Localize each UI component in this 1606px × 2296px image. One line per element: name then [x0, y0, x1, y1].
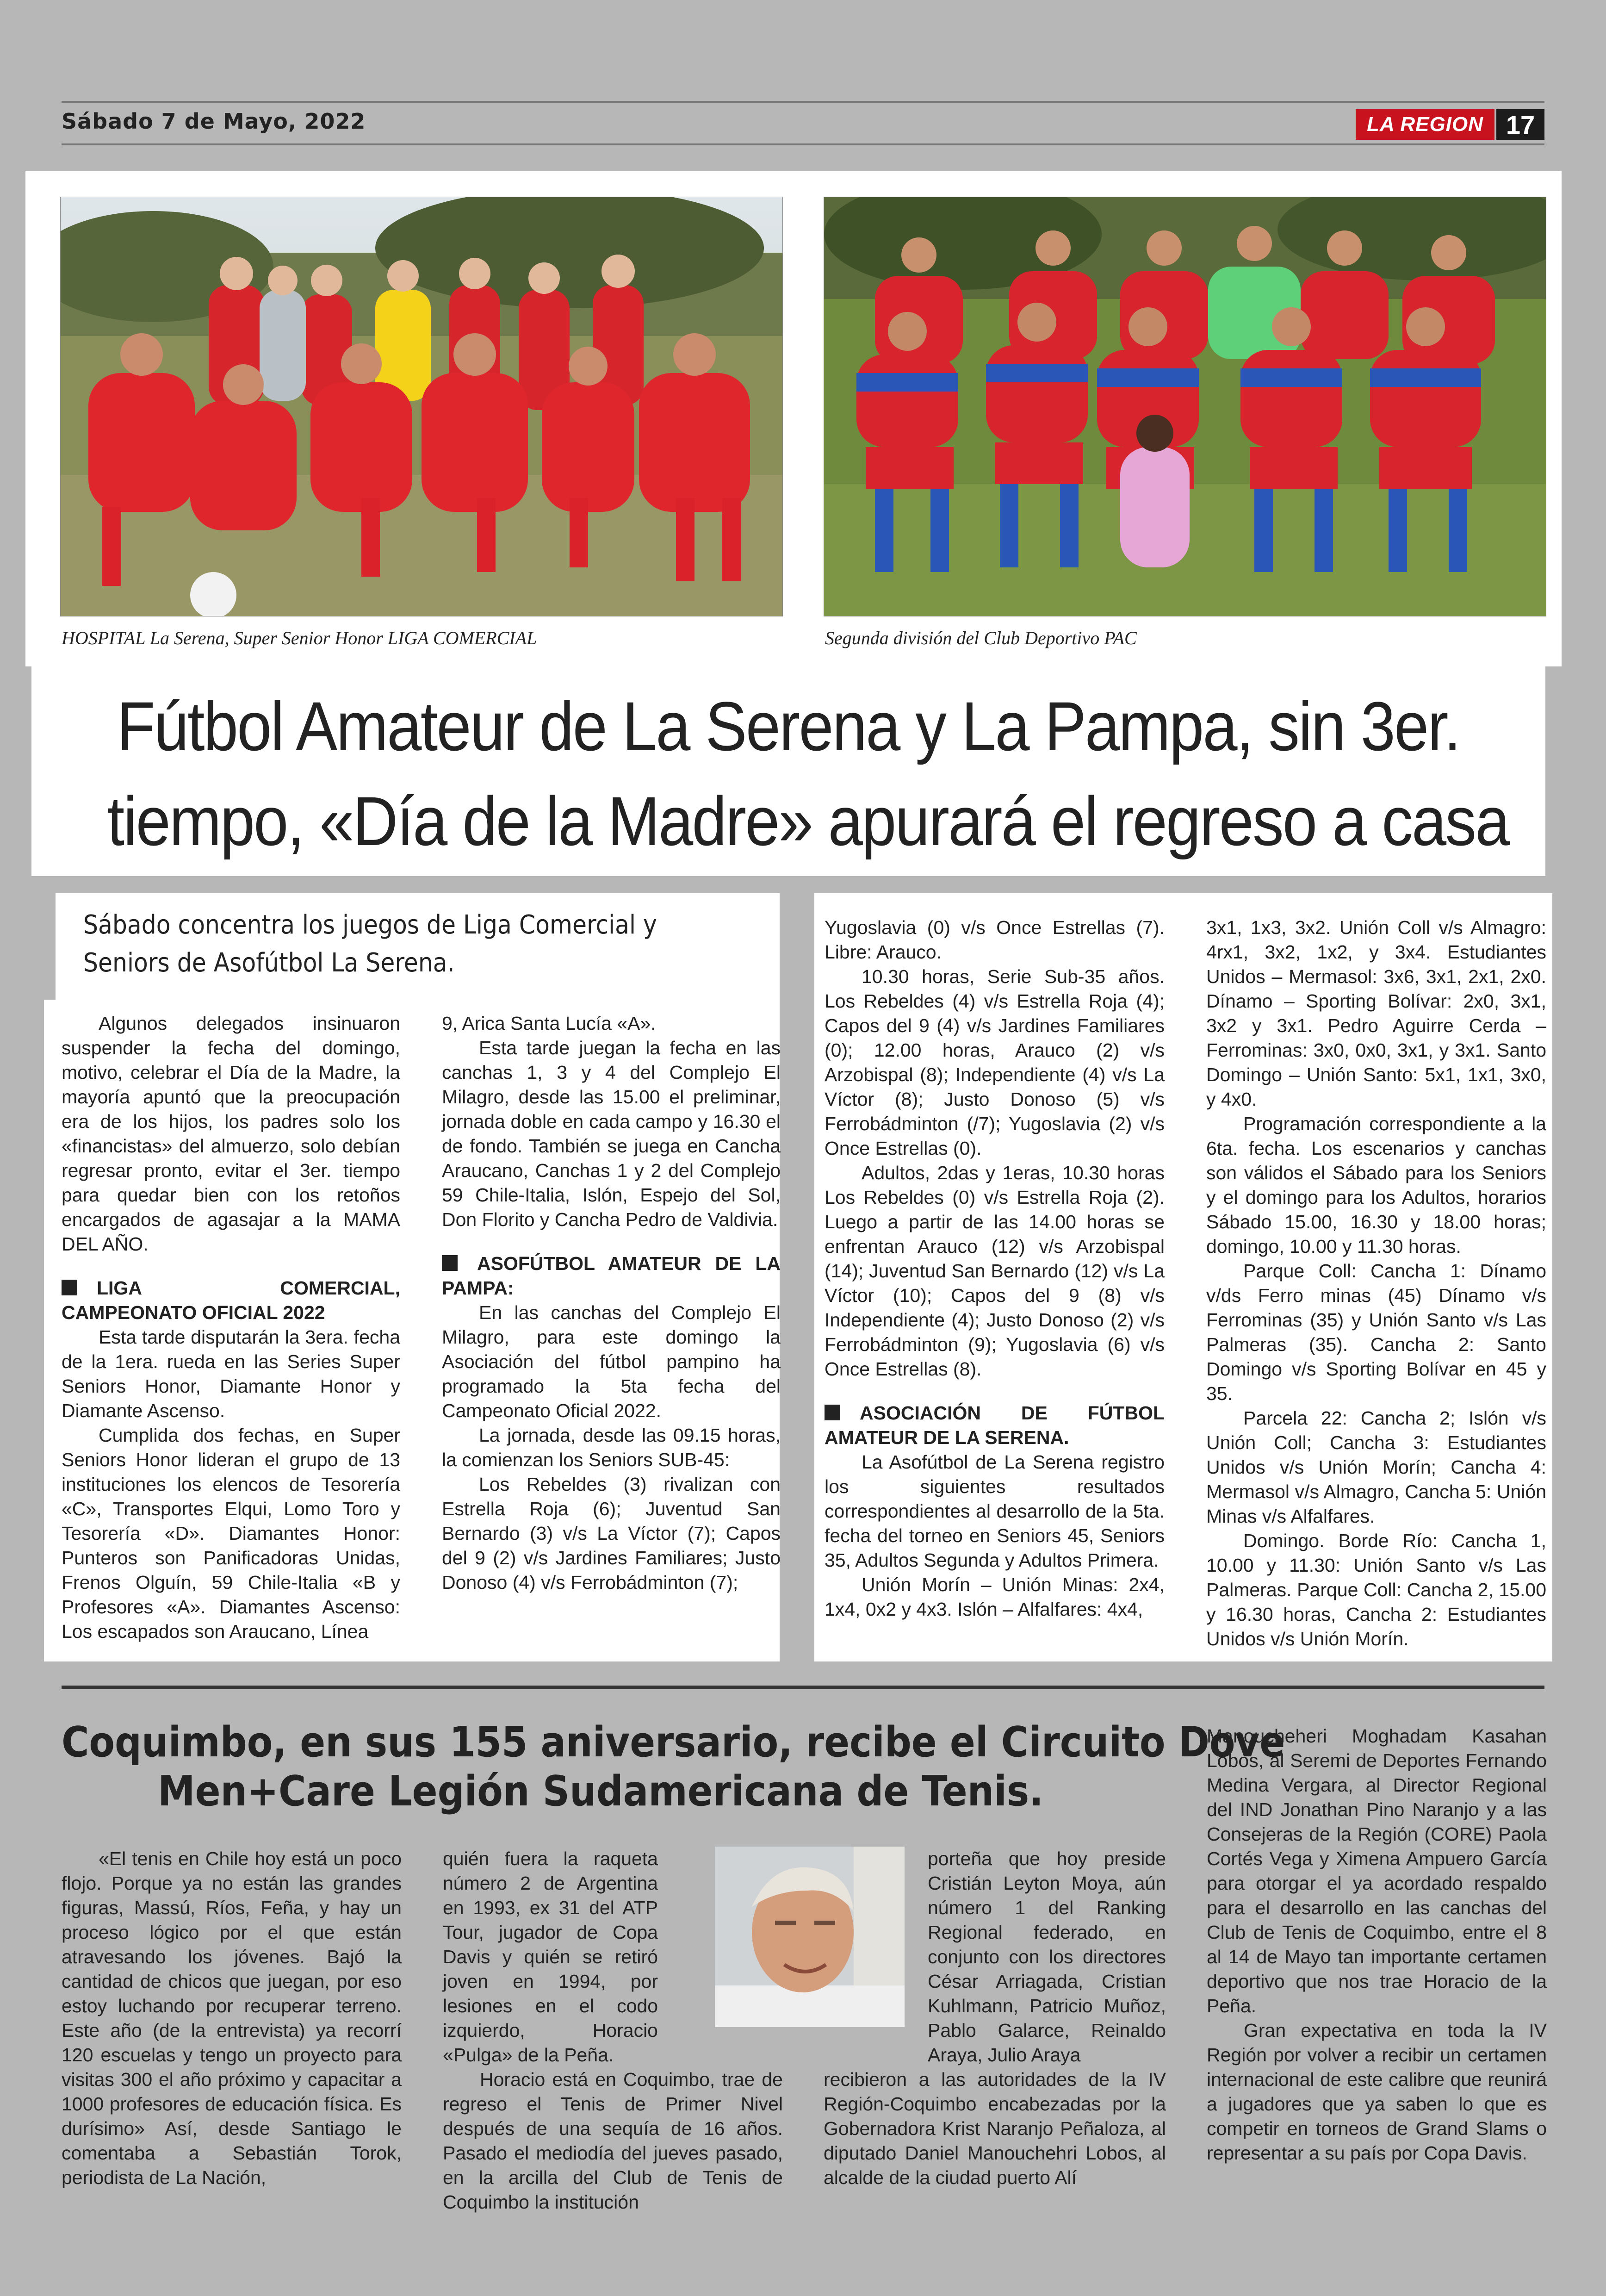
section-divider — [62, 1686, 1544, 1689]
paragraph: Adultos, 2das y 1eras, 10.30 horas Los Rebeldes (0) v/s Estrella Roja (2). Luego a partir de las 14.00 horas se enfrentan Arauco (12) v/s Arzobispal (14); Juventud San Bernardo (12) v/s La Víctor (10); Capos del 9 (8) v/s Independiente (4); Justo Donoso (2) v/s Ferrobádminton (9); Yugoslavia (6) v/s Once Estrellas (8). — [825, 1162, 1165, 1380]
main-headline-line2: tiempo, «Día de la Madre» apurará el regreso a casa — [107, 782, 1509, 860]
photo-caption-1: HOSPITAL La Serena, Super Senior Honor LIGA COMERCIAL — [62, 628, 537, 648]
paragraph: quién fuera la raqueta número 2 de Argentina en 1993, ex 31 del ATP Tour, jugador de Copa Davis y quién se retiró joven en 1994, por lesiones en el codo izquierdo, Horacio «Pulga» de la Peña. — [443, 1848, 658, 2066]
paragraph: Algunos delegados insinuaron suspender la fecha del domingo, motivo, celebrar el Día de la Madre, la mayoría apuntó que la preocupación era de los hijos, los padres solo los «financistas» del almuerzo, solo debían regresar pronto, evitar el 3er. tiempo para quedar bien con los retoños encargados de agasajar a la MAMA DEL AÑO. — [62, 1013, 400, 1255]
main-headline-line1: Fútbol Amateur de La Serena y La Pampa, sin 3er. — [117, 687, 1460, 765]
article1-column-3 — [825, 915, 1165, 1622]
square-bullet-icon — [62, 1280, 77, 1295]
team-photo-hospital — [60, 197, 783, 616]
section-heading: ASOFÚTBOL AMATEUR DE LA PAMPA: — [442, 1253, 781, 1299]
paragraph: Parque Coll: Cancha 1: Dínamo v/ds Ferro minas (45) Dínamo v/s Ferrominas (35) y Unión Santo v/s Las Palmeras (35). Cancha 2: Santo Domingo v/s Sporting Bolívar en 45 y 35. — [1206, 1260, 1546, 1404]
subhead-line2: Seniors de Asofútbol La Serena. — [83, 948, 455, 978]
section-heading: LIGA COMERCIAL, CAMPEONATO OFICIAL 2022 — [62, 1277, 400, 1323]
team-photo-pac — [824, 197, 1546, 616]
paragraph: 9, Arica Santa Lucía «A». — [442, 1013, 656, 1034]
article2-column-4 — [1207, 1724, 1547, 2165]
paragraph: Esta tarde disputarán la 3era. fecha de la 1era. rueda en las Series Super Seniors Honor, Diamante Honor y Diamante Ascenso. — [62, 1326, 400, 1421]
article2-column-3 — [824, 1847, 1166, 2190]
square-bullet-icon — [442, 1255, 458, 1271]
paragraph: Cumplida dos fechas, en Super Seniors Honor lideran el grupo de 13 instituciones los elencos de Tesorería «C», Transportes Elqui, Lomo Toro y Tesorería «D». Diamantes Honor: Punteros son Panificadoras Unidas, Frenos Olguín, 59 Chile-Italia «B y Profesores «A». Diamantes Ascenso: Los escapados son Araucano, Línea — [62, 1425, 400, 1642]
tennis-headline-line2: Men+Care Legión Sudamericana de Tenis. — [157, 1767, 1044, 1816]
paragraph: Horacio está en Coquimbo, trae de regreso el Tenis de Primer Nivel después de una sequía de 16 años. Pasado el mediodía del jueves pasado, en la arcilla del Club de Tenis de Coquimbo la institución — [443, 2069, 783, 2213]
headline-box — [31, 666, 1545, 876]
page-number: 17 — [1496, 109, 1544, 140]
article2-column-1 — [62, 1847, 402, 2190]
paragraph: «El tenis en Chile hoy está un poco flojo. Porque ya no están las grandes figuras, Massú, Ríos, Feña, y hay un proceso lógico por el que están atravesando los jóvenes. Bajó la cantidad de chicos que juegan, por eso estoy luchando por recuperar terreno. Este año (de la entrevista) ya recorrí 120 escuelas y tengo un proyecto para visitas 300 el año próximo y capacitar a 1000 profesores de educación física. Es durísimo» Así, desde Santiago le comentaba a Sebastián Torok, periodista de La Nación, — [62, 1848, 402, 2188]
paragraph: 10.30 horas, Serie Sub-35 años. Los Rebeldes (4) v/s Estrella Roja (4); Capos del 9 (4) v/s Jardines Familiares (0); 12.00 horas, Arauco (2) v/s Arzobispal (8); Independiente (4) v/s La Víctor (8); Justo Donoso (5) v/s Ferrobádminton (/7); Yugoslavia (2) v/s Once Estrellas (0). — [825, 966, 1165, 1159]
paragraph: Gran expectativa en toda la IV Región por volver a recibir un certamen internacional de este calibre que reunirá a jugadores que ya saben lo que es competir en torneos de Grand Slams o representar a su país por Copa Davis. — [1207, 2020, 1547, 2164]
paragraph: recibieron a las autoridades de la IV Región-Coquimbo encabezadas por la Gobernadora Krist Naranjo Peñaloza, al diputado Daniel Manouchehri Lobos, al alcalde de la ciudad puerto Alí — [824, 2069, 1166, 2188]
paragraph: porteña que hoy preside Cristián Leyton Moya, aún número 1 del Ranking Regional federado, en conjunto con los directores César Arriagada, Cristian Kuhlmann, Patricio Muñoz, Pablo Galarce, Reinaldo Araya, Julio Araya — [928, 1848, 1166, 2066]
paragraph: Domingo. Borde Río: Cancha 1, 10.00 y 11.30: Unión Santo v/s Las Palmeras. Parque Coll: Cancha 2, 15.00 y 16.30 horas, Cancha 2: Estudiantes Unidos v/s Unión Morín. — [1206, 1530, 1546, 1649]
article-subhead — [83, 906, 657, 982]
header-top-rule — [62, 101, 1544, 103]
newspaper-brand: LA REGION — [1356, 109, 1494, 140]
photo-caption-2: Segunda división del Club Deportivo PAC — [825, 628, 1137, 648]
paragraph: Manoucheheri Moghadam Kasahan Lobos, al Seremi de Deportes Fernando Medina Vergara, al Director Regional del IND Jonathan Pino Naranjo y a las Consejeras de la Región (CORE) Paola Cortés Vega y Ximena Ampuero García para otorgar el ya acordado respaldo para el desarrollo en las canchas del Club de Tenis de Coquimbo, entre el 8 al 14 de Mayo tan importante certamen deportivo que nos trae Horacio de la Peña. — [1207, 1725, 1547, 2016]
paragraph: La jornada, desde las 09.15 horas, la comienzan los Seniors SUB-45: — [442, 1425, 781, 1470]
article1-column-4 — [1206, 915, 1546, 1651]
paragraph: Esta tarde juegan la fecha en las canchas 1, 3 y 4 del Complejo El Milagro, desde las 15.00 el preliminar, jornada doble en cada campo y 16.30 el de fondo. También se juega en Cancha Araucano, Canchas 1 y 2 del Complejo 59 Chile-Italia, Islón, Espejo del Sol, Don Florito y Cancha Pedro de Valdivia. — [442, 1037, 781, 1230]
header-bottom-rule — [62, 143, 1544, 145]
article1-column-1 — [62, 1011, 400, 1644]
section-heading: ASOCIACIÓN DE FÚTBOL AMATEUR DE LA SERENA. — [825, 1402, 1165, 1448]
photo-strip — [25, 171, 1562, 666]
article1-column-2 — [442, 1011, 781, 1595]
square-bullet-icon — [825, 1405, 840, 1420]
paragraph: Parcela 22: Cancha 2; Islón v/s Unión Coll; Cancha 3: Estudiantes Unidos v/s Unión Morín; Cancha 4: Mermasol v/s Almagro, Cancha 5: Unión Minas v/s Alfalfares. — [1206, 1407, 1546, 1527]
subhead-line1: Sábado concentra los juegos de Liga Comercial y — [83, 910, 657, 940]
paragraph: Unión Morín – Unión Minas: 2x4, 1x4, 0x2 y 4x3. Islón – Alfalfares: 4x4, — [825, 1574, 1165, 1620]
paragraph: Los Rebeldes (3) rivalizan con Estrella Roja (6); Juventud San Bernardo (3) v/s La Víctor (7); Capos del 9 (2) v/s Jardines Familiares; Justo Donoso (4) v/s Ferrobádminton (7); — [442, 1474, 781, 1593]
tennis-headline-line1: Coquimbo, en sus 155 aniversario, recibe el Circuito Dove — [62, 1718, 1285, 1767]
paragraph: La Asofútbol de La Serena registro los siguientes resultados correspondientes al desarrollo de la 5ta. fecha del torneo en Seniors 45, Seniors 35, Adultos Segunda y Adultos Primera. — [825, 1451, 1165, 1571]
paragraph: En las canchas del Complejo El Milagro, para este domingo la Asociación del fútbol pampino ha programado la 5ta fecha del Campeonato Oficial 2022. — [442, 1302, 781, 1421]
issue-date: Sábado 7 de Mayo, 2022 — [62, 109, 366, 134]
paragraph: Yugoslavia (0) v/s Once Estrellas (7). Libre: Arauco. — [825, 917, 1165, 963]
paragraph: 3x1, 1x3, 3x2. Unión Coll v/s Almagro: 4rx1, 3x2, 1x2, y 3x4. Estudiantes Unidos – Mermasol: 3x6, 3x1, 2x1, 2x0. Dínamo – Sporting Bolívar: 2x0, 3x1, 3x2 y 3x1. Pedro Aguirre Cerda – Ferrominas: 3x0, 0x0, 3x1, y 3x1. Santo Domingo – Unión Santo: 5x1, 1x1, 3x0, y 4x0. — [1206, 917, 1546, 1110]
paragraph: Programación correspondiente a la 6ta. fecha. Los escenarios y canchas son válidos el Sábado para los Seniors y el domingo para los Adultos, horarios Sábado 15.00, 16.30 y 18.00 horas; domingo, 10.00 y 11.30 horas. — [1206, 1113, 1546, 1257]
